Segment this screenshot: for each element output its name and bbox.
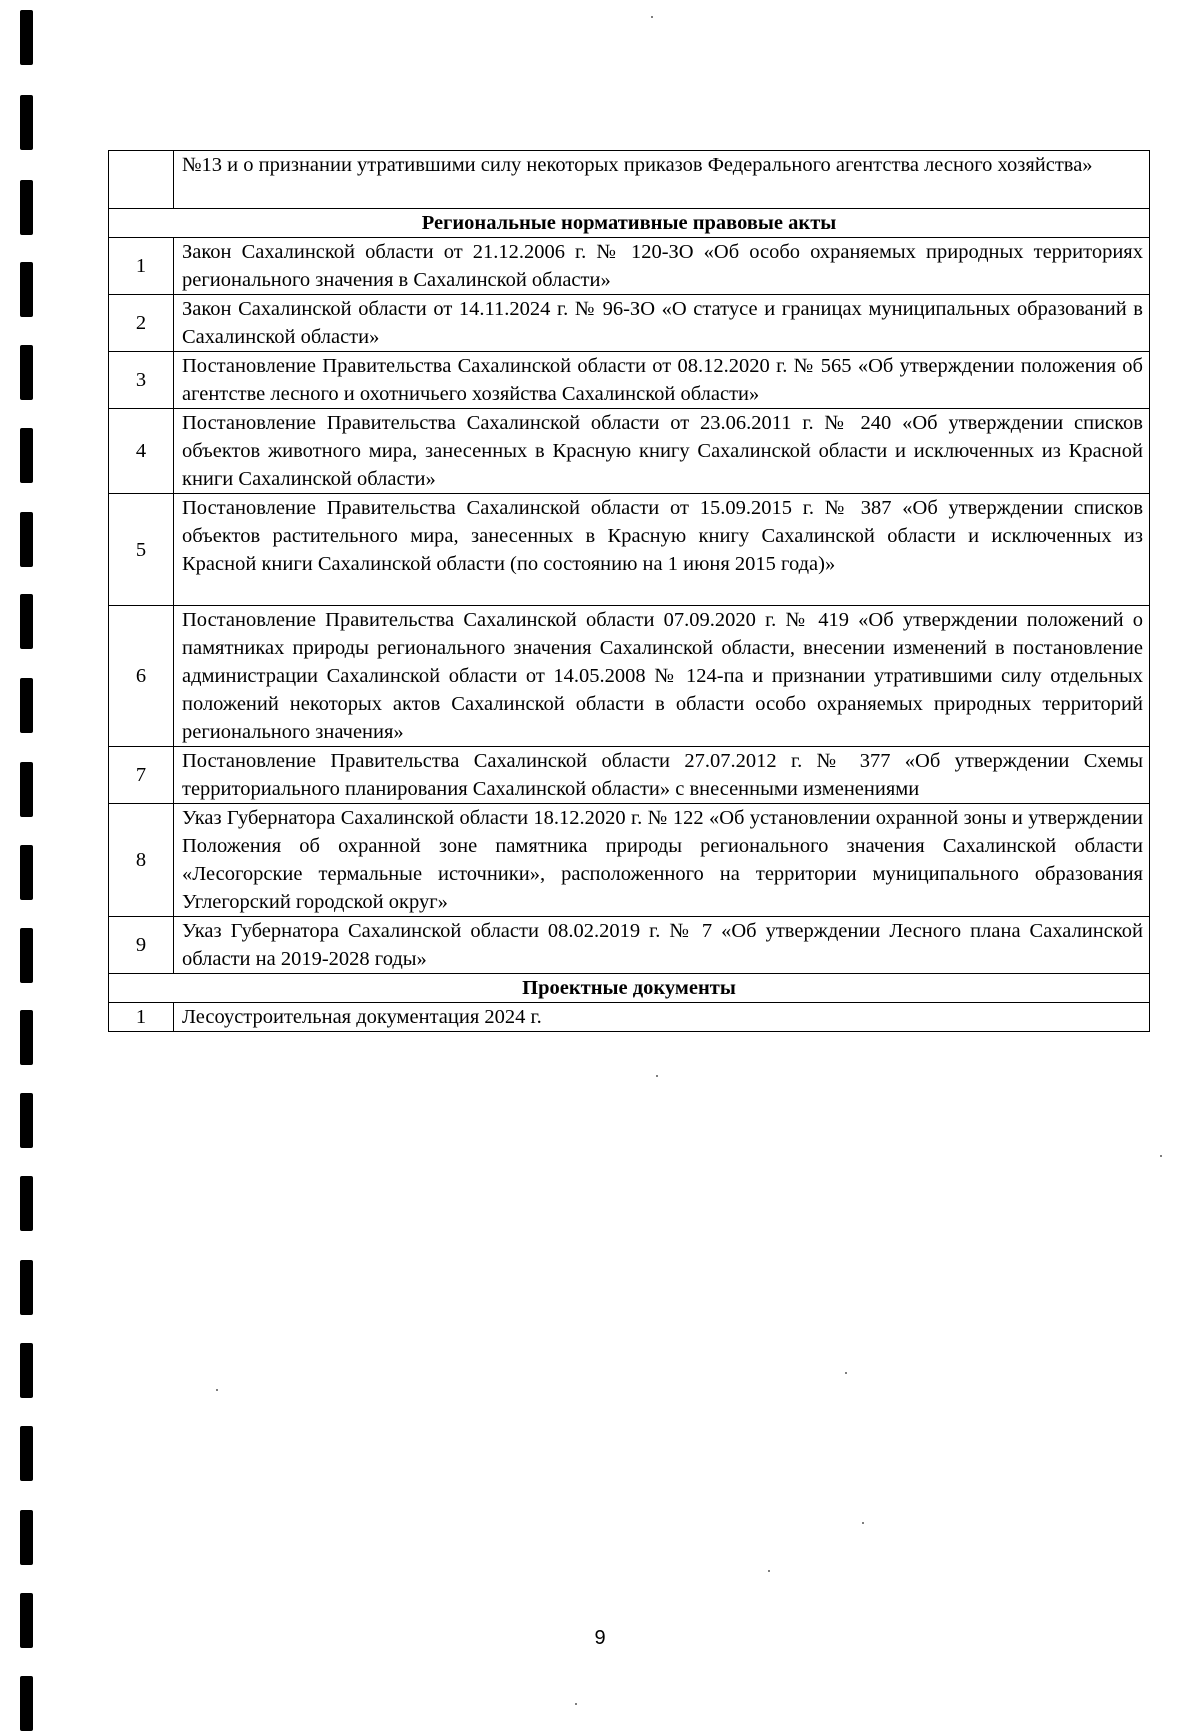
section-header-row: [109, 209, 1150, 238]
table-row: [109, 409, 1150, 494]
row-number: 2: [109, 295, 174, 352]
binding-hole: [20, 345, 33, 400]
scan-speck: [651, 16, 653, 18]
binding-hole: [20, 1510, 33, 1565]
row-number: 9: [109, 917, 174, 974]
row-number: 6: [109, 606, 174, 747]
binding-hole: [20, 1426, 33, 1481]
binding-hole: [20, 180, 33, 235]
row-number: 8: [109, 804, 174, 917]
row-text: Указ Губернатора Сахалинской области 08.02.2019 г. № 7 «Об утверждении Лесного плана Сахалинской области на 2019-2028 годы»: [174, 917, 1150, 974]
table-row-continued: [109, 151, 1150, 209]
binding-hole: [20, 512, 33, 567]
row-text: Постановление Правительства Сахалинской области от 08.12.2020 г. № 565 «Об утверждении положения об агентстве лесного и охотничьего хозяйства Сахалинской области»: [174, 352, 1150, 409]
table-row: [109, 606, 1150, 747]
binding-hole: [20, 95, 33, 150]
scan-speck: [862, 1522, 864, 1524]
binding-hole: [20, 428, 33, 483]
row-text: Указ Губернатора Сахалинской области 18.12.2020 г. № 122 «Об установлении охранной зоны и утверждении Положения об охранной зоне памятника природы регионального значения Сахалинской области «Лесогорские термальные источники», расположенного на территории муниципального образования Углегорский городской округ»: [174, 804, 1150, 917]
section-title: Проектные документы: [109, 974, 1150, 1003]
scan-speck: [656, 1075, 658, 1077]
binding-hole: [20, 594, 33, 649]
binding-hole: [20, 10, 33, 65]
row-text: Закон Сахалинской области от 14.11.2024 г. № 96-ЗО «О статусе и границах муниципальных образований в Сахалинской области»: [174, 295, 1150, 352]
row-text: №13 и о признании утратившими силу некоторых приказов Федерального агентства лесного хозяйства»: [174, 151, 1150, 209]
scan-speck: [575, 1703, 577, 1705]
scan-speck: [1160, 1155, 1162, 1157]
binding-hole: [20, 1260, 33, 1315]
row-text: Постановление Правительства Сахалинской области 07.09.2020 г. № 419 «Об утверждении положений о памятниках природы регионального значения Сахалинской области, внесении изменений в постановление администрации Сахалинской области от 14.05.2008 № 124-па и признании утратившими силу отдельных положений некоторых актов Сахалинской области в области особо охраняемых природных территорий регионального значения»: [174, 606, 1150, 747]
binding-hole: [20, 1676, 33, 1731]
table-row: [109, 494, 1150, 606]
row-number: 1: [109, 1003, 174, 1032]
scan-speck: [768, 1570, 770, 1572]
row-text: Постановление Правительства Сахалинской области от 23.06.2011 г. № 240 «Об утверждении списков объектов животного мира, занесенных в Красную книгу Сахалинской области и исключенных из Красной книги Сахалинской области»: [174, 409, 1150, 494]
table-row: [109, 1003, 1150, 1032]
row-number: 5: [109, 494, 174, 606]
row-number: 1: [109, 238, 174, 295]
page-number: 9: [594, 1627, 606, 1649]
binding-hole: [20, 262, 33, 317]
table-row: [109, 352, 1150, 409]
binding-hole: [20, 1176, 33, 1231]
table-row: [109, 747, 1150, 804]
binding-hole: [20, 845, 33, 900]
row-number: 4: [109, 409, 174, 494]
row-text: Закон Сахалинской области от 21.12.2006 г. № 120-ЗО «Об особо охраняемых природных территориях регионального значения в Сахалинской области»: [174, 238, 1150, 295]
scan-speck: [216, 1389, 218, 1391]
table-row: [109, 238, 1150, 295]
table-row: [109, 804, 1150, 917]
table-row: [109, 917, 1150, 974]
binding-hole: [20, 1010, 33, 1065]
section-header-row: [109, 974, 1150, 1003]
row-text: Лесоустроительная документация 2024 г.: [174, 1003, 1150, 1032]
row-text: Постановление Правительства Сахалинской области от 15.09.2015 г. № 387 «Об утверждении списков объектов растительного мира, занесенных в Красную книгу Сахалинской области и исключенных из Красной книги Сахалинской области (по состоянию на 1 июня 2015 года)»: [174, 494, 1150, 606]
row-number-empty: [109, 151, 174, 209]
table-row: [109, 295, 1150, 352]
section-title: Региональные нормативные правовые акты: [109, 209, 1150, 238]
binding-hole: [20, 1093, 33, 1148]
row-text: Постановление Правительства Сахалинской области 27.07.2012 г. № 377 «Об утверждении Схемы территориального планирования Сахалинской области» с внесенными изменениями: [174, 747, 1150, 804]
binding-hole: [20, 1343, 33, 1398]
row-number: 7: [109, 747, 174, 804]
normative-documents-table: [108, 150, 1150, 1032]
binding-hole: [20, 928, 33, 983]
binding-hole: [20, 678, 33, 733]
scan-speck: [845, 1372, 847, 1374]
binding-holes: [12, 0, 34, 1717]
row-number: 3: [109, 352, 174, 409]
binding-hole: [20, 762, 33, 817]
